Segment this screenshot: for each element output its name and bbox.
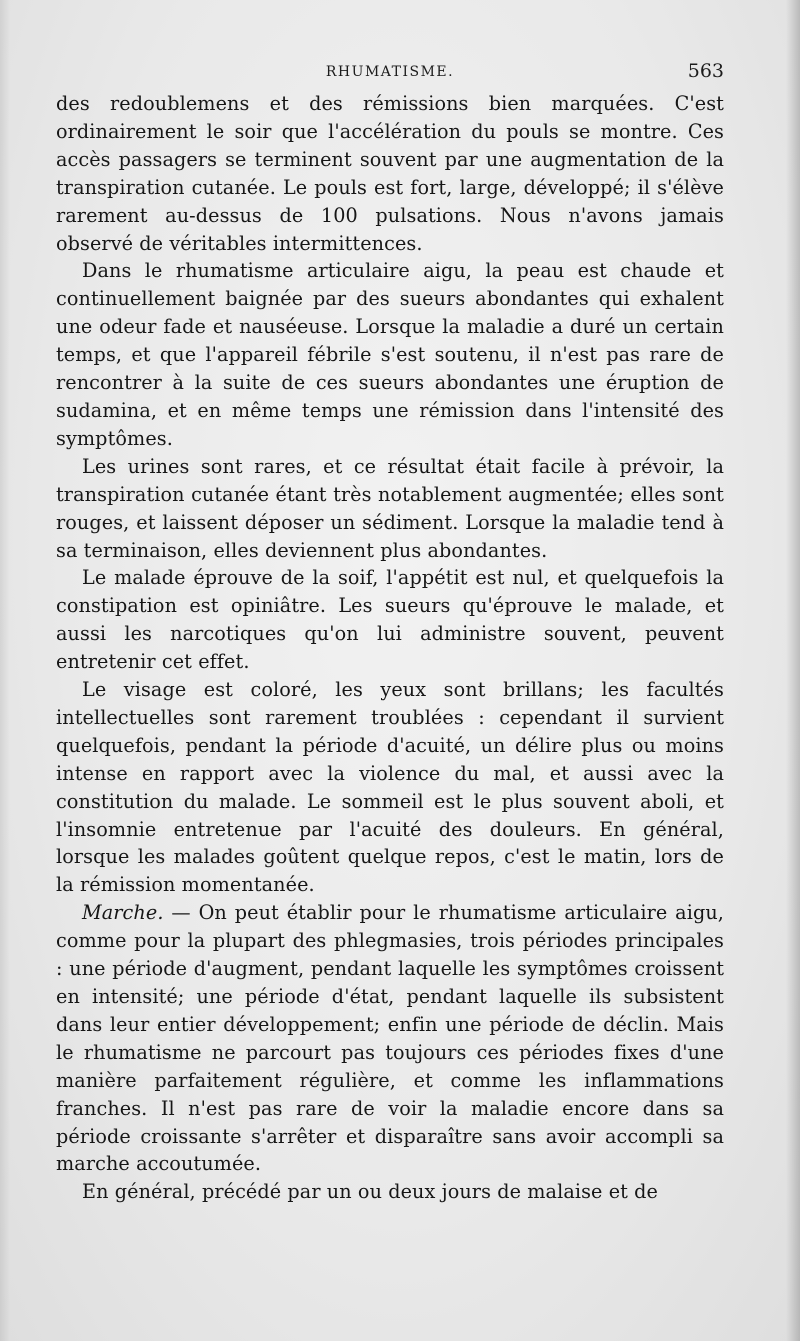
paragraph [56,90,724,257]
section-run-in-heading: Marche. [82,901,164,925]
paragraph [56,564,724,676]
running-head [56,60,724,86]
paragraph [56,453,724,565]
page-number: 563 [687,60,724,82]
paragraph-text: Les urines sont rares, et ce résultat était facile à prévoir, la transpiration cutanée étant très notablement augmentée; elles sont rouges, et laissent déposer un sédiment. Lorsque la maladie tend à sa terminaison, elles deviennent plus abondantes. [56,454,724,562]
paragraph [56,1178,724,1206]
paragraph-text: Le malade éprouve de la soif, l'appétit est nul, et quelquefois la constipation est opiniâtre. Les sueurs qu'éprouve le malade, et aussi les narcotiques qu'on lui administre souvent, peuvent entretenir cet effet. [56,566,724,674]
binding-shadow [786,0,800,1341]
paragraph-text: Dans le rhumatisme articulaire aigu, la peau est chaude et continuellement baignée par des sueurs abondantes qui exhalent une odeur fade et nauséeuse. Lorsque la maladie a duré un certain temps, et que l'appareil fébrile s'est soutenu, il n'est pas rare de rencontrer à la suite de ces sueurs abondantes une éruption de sudamina, et en même temps une rémission dans l'intensité des symptômes. [56,259,724,450]
paragraph-text: des redoublemens et des rémissions bien marquées. C'est ordinairement le soir que l'accélération du pouls se montre. Ces accès passagers se terminent souvent par une augmentation de la transpiration cutanée. Le pouls est fort, large, développé; il s'élève rarement au-dessus de 100 pulsations. Nous n'avons jamais observé de véritables intermittences. [56,92,724,255]
paragraph [56,257,724,452]
page-edge-shadow [0,0,10,1341]
paragraph [56,899,724,1178]
paragraph [56,676,724,899]
paragraph-text: Le visage est coloré, les yeux sont brillans; les facultés intellectuelles sont rarement troublées : cependant il survient quelquefois, pendant la période d'acuité, un délire plus ou moins intense en rapport avec la violence du mal, et aussi avec la constitution du malade. Le sommeil est le plus souvent aboli, et l'insomnie entretenue par l'acuité des douleurs. En général, lorsque les malades goûtent quelque repos, c'est le matin, lors de la rémission momentanée. [56,678,724,897]
running-title: RHUMATISME. [325,64,455,80]
body-text [56,90,724,1206]
paragraph-text: — On peut établir pour le rhumatisme articulaire aigu, comme pour la plupart des phlegmasies, trois périodes principales : une période d'augment, pendant laquelle les symptômes croissent en intensité; une période d'état, pendant laquelle ils subsistent dans leur entier développement; enfin une période de déclin. Mais le rhumatisme ne parcourt pas toujours ces périodes fixes d'une manière parfaitement régulière, et comme les inflammations franches. Il n'est pas rare de voir la maladie encore dans sa période croissante s'arrêter et disparaître sans avoir accompli sa marche accoutumée. [56,901,724,1176]
paragraph-text: En général, précédé par un ou deux jours de malaise et de [82,1180,659,1204]
